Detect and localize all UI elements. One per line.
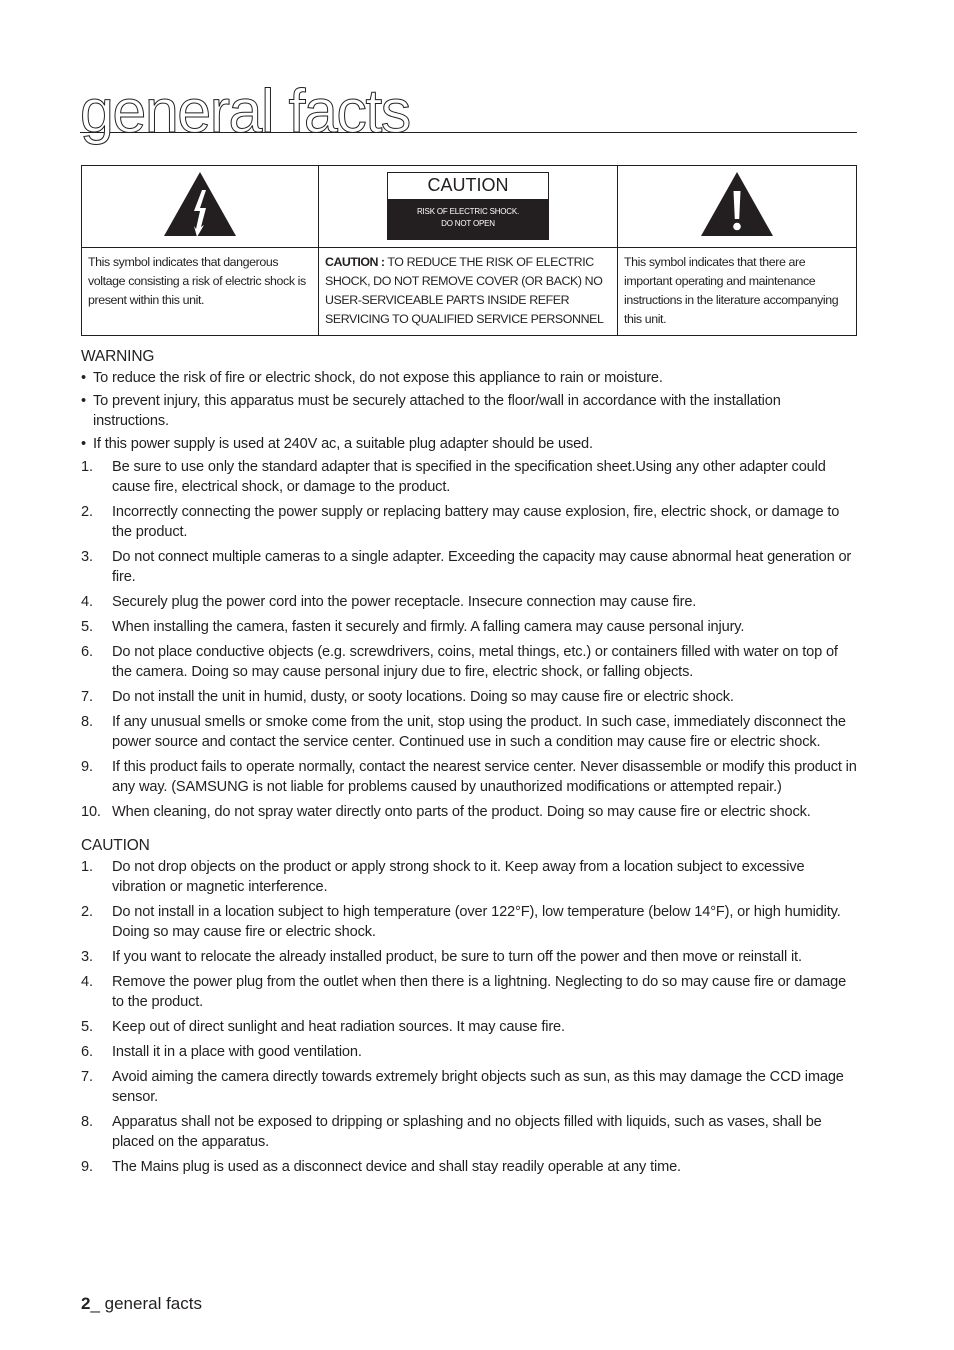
bullet-marker: •: [81, 370, 86, 386]
warning-item-number: 4.: [81, 594, 93, 610]
caution-item-text: If you want to relocate the already installed product, be sure to turn off the power and then move or reinstall it.: [112, 949, 802, 965]
caution-item: [81, 1112, 857, 1152]
exclamation-warning-icon: [700, 171, 774, 237]
caution-item-text: Avoid aiming the camera directly towards extremely bright objects such as sun, as this may damage the CCD image sensor.: [112, 1069, 844, 1105]
warning-item-text: Do not install the unit in humid, dusty, or sooty locations. Doing so may cause fire or electric shock.: [112, 689, 734, 705]
warning-item-text: Do not connect multiple cameras to a single adapter. Exceeding the capacity may cause abnormal heat generation or fire.: [112, 549, 852, 585]
warning-item-number: 9.: [81, 759, 93, 775]
warning-item-number: 6.: [81, 644, 93, 660]
safety-symbol-table: [81, 165, 857, 336]
warning-item-number: 10.: [81, 804, 101, 820]
exclamation-symbol-cell: [618, 166, 857, 248]
warning-item-number: 8.: [81, 714, 93, 730]
warning-item: [81, 502, 857, 542]
caution-label-line2: DO NOT OPEN: [441, 219, 495, 228]
warning-item-number: 2.: [81, 504, 93, 520]
caution-item: [81, 1017, 857, 1037]
caution-item-number: 6.: [81, 1044, 93, 1060]
warning-item-text: Be sure to use only the standard adapter that is specified in the specification sheet.Using any other adapter could cause fire, electrical shock, or damage to the product.: [112, 459, 826, 495]
warning-bullet-list: [81, 368, 857, 454]
warning-item: [81, 642, 857, 682]
warning-item-text: Securely plug the power cord into the power receptacle. Insecure connection may cause fire.: [112, 594, 697, 610]
page-title: general facts: [80, 77, 410, 145]
footer-label: _ general facts: [90, 1294, 202, 1313]
lightning-description: This symbol indicates that dangerous voltage consisting a risk of electric shock is present within this unit.: [82, 248, 319, 336]
caution-label-subtext: [388, 199, 548, 239]
caution-description-label: CAUTION :: [325, 255, 385, 269]
page-number: 2: [81, 1294, 91, 1313]
caution-item: [81, 857, 857, 897]
caution-item-text: Install it in a place with good ventilation.: [112, 1044, 362, 1060]
warning-item-text: When cleaning, do not spray water directly onto parts of the product. Doing so may cause fire or electric shock.: [112, 804, 811, 820]
caution-label-cell: [319, 166, 618, 248]
warning-item: [81, 712, 857, 752]
caution-item: [81, 947, 857, 967]
bullet-marker: •: [81, 393, 86, 409]
warning-item-text: When installing the camera, fasten it securely and firmly. A falling camera may cause personal injury.: [112, 619, 745, 635]
caution-item-number: 9.: [81, 1159, 93, 1175]
caution-item-number: 1.: [81, 859, 93, 875]
caution-heading: CAUTION: [81, 837, 150, 854]
exclamation-description: This symbol indicates that there are important operating and maintenance instructions in the literature accompanying this unit.: [618, 248, 857, 336]
warning-item: [81, 457, 857, 497]
page-title-bar: [80, 74, 857, 145]
bullet-text: If this power supply is used at 240V ac, a suitable plug adapter should be used.: [93, 436, 593, 452]
electric-shock-warning-icon: [163, 171, 237, 237]
warning-numbered-list: [81, 457, 857, 822]
caution-item-number: 4.: [81, 974, 93, 990]
caution-item: [81, 1157, 857, 1177]
caution-item: [81, 972, 857, 1012]
caution-description: [319, 248, 618, 336]
warning-item-text: Incorrectly connecting the power supply or replacing battery may cause explosion, fire, electric shock, or damage to the product.: [112, 504, 840, 540]
caution-label-title: CAUTION: [427, 175, 509, 195]
caution-item-number: 7.: [81, 1069, 93, 1085]
page-footer: [81, 1292, 202, 1316]
warning-item-text: If any unusual smells or smoke come from the unit, stop using the product. In such case, immediately disconnect the power source and contact the service center. Continued use in such a condition may cause fire or electric shock.: [112, 714, 846, 750]
warning-item: [81, 802, 857, 822]
warning-item-number: 5.: [81, 619, 93, 635]
caution-label: [387, 172, 549, 240]
caution-item-number: 2.: [81, 904, 93, 920]
warning-item: [81, 757, 857, 797]
caution-item-number: 8.: [81, 1114, 93, 1130]
warning-item: [81, 687, 857, 707]
warning-heading: WARNING: [81, 348, 155, 365]
instructions-body: [81, 346, 857, 1182]
caution-item-text: Do not drop objects on the product or apply strong shock to it. Keep away from a location subject to excessive vibration or magnetic interference.: [112, 859, 805, 895]
warning-item: [81, 547, 857, 587]
warning-item-text: If this product fails to operate normally, contact the nearest service center. Never disassemble or modify this product in any way. (SAMSUNG is not liable for problems caused by unauthorized modifications or attempted repair.): [112, 759, 857, 795]
caution-numbered-list: [81, 857, 857, 1177]
warning-item-number: 7.: [81, 689, 93, 705]
caution-item-number: 5.: [81, 1019, 93, 1035]
caution-label-line1: RISK OF ELECTRIC SHOCK.: [416, 207, 520, 216]
caution-item-number: 3.: [81, 949, 93, 965]
lightning-symbol-cell: [82, 166, 319, 248]
warning-item: [81, 592, 857, 612]
warning-item-text: Do not place conductive objects (e.g. screwdrivers, coins, metal things, etc.) or containers filled with water on top of the camera. Doing so may cause personal injury due to fire, electric shock, or falling objects.: [112, 644, 838, 680]
caution-item: [81, 1042, 857, 1062]
warning-bullet-item: [81, 434, 857, 454]
caution-item-text: Keep out of direct sunlight and heat radiation sources. It may cause fire.: [112, 1019, 565, 1035]
warning-bullet-item: [81, 368, 857, 388]
caution-item-text: Do not install in a location subject to high temperature (over 122°F), low temperature (below 14°F), or high humidity. Doing so may cause fire or electric shock.: [112, 904, 841, 940]
caution-item-text: Remove the power plug from the outlet when then there is a lightning. Neglecting to do so may cause fire or damage to the product.: [112, 974, 847, 1010]
caution-description-text: TO REDUCE THE RISK OF ELECTRIC SHOCK, DO NOT REMOVE COVER (OR BACK) NO USER-SERVICEABLE PARTS INSIDE REFER SERVICING TO QUALIFIED SERVICE PERSONNEL: [325, 255, 604, 326]
bullet-text: To prevent injury, this apparatus must be securely attached to the floor/wall in accordance with the installation instructions.: [93, 393, 781, 429]
warning-bullet-item: [81, 391, 857, 431]
caution-item-text: Apparatus shall not be exposed to dripping or splashing and no objects filled with liquids, such as vases, shall be placed on the apparatus.: [112, 1114, 822, 1150]
warning-item: [81, 617, 857, 637]
caution-item: [81, 1067, 857, 1107]
warning-item-number: 3.: [81, 549, 93, 565]
bullet-marker: •: [81, 436, 86, 452]
bullet-text: To reduce the risk of fire or electric shock, do not expose this appliance to rain or moisture.: [93, 370, 663, 386]
warning-item-number: 1.: [81, 459, 93, 475]
caution-item: [81, 902, 857, 942]
caution-item-text: The Mains plug is used as a disconnect device and shall stay readily operable at any time.: [112, 1159, 681, 1175]
